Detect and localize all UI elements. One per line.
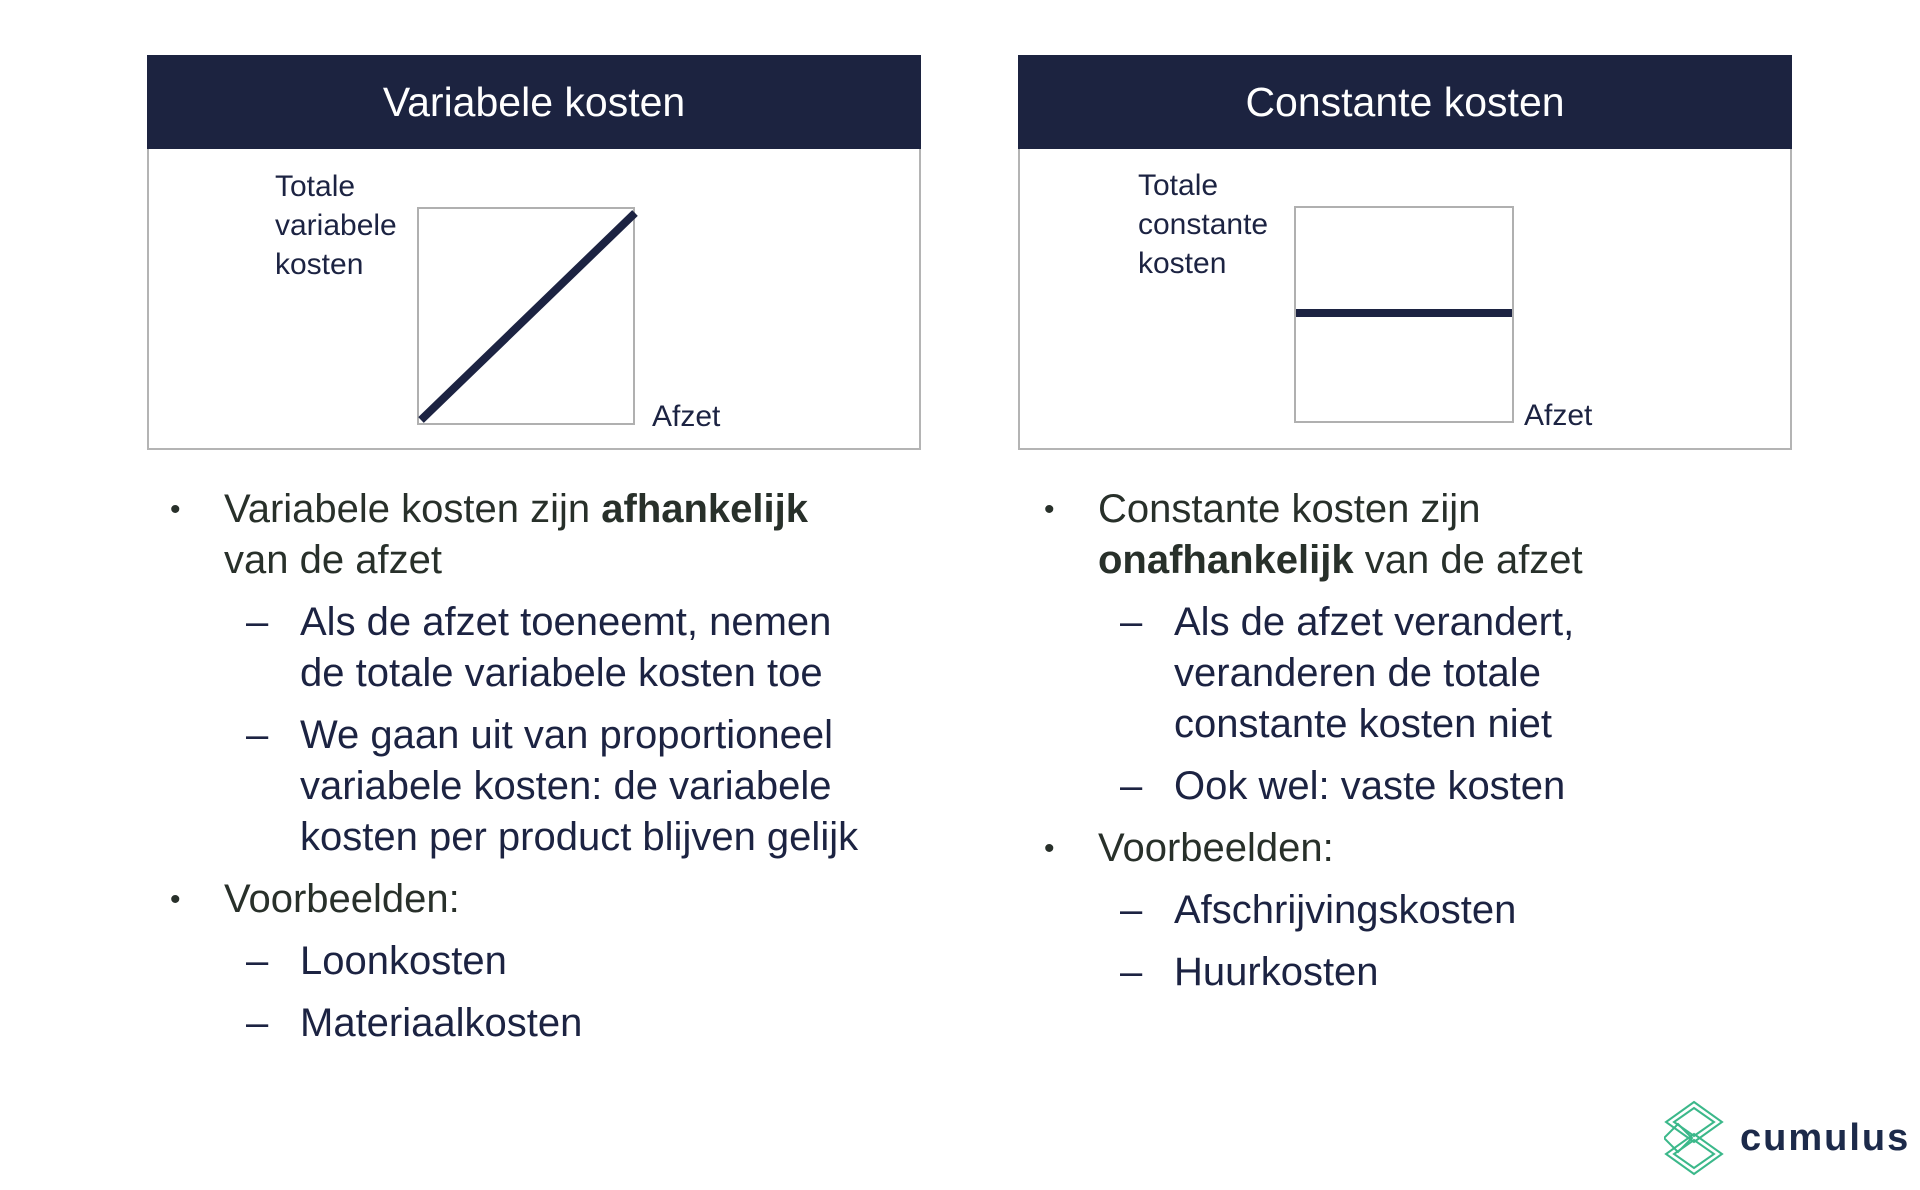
sub-bullet-item: – We gaan uit van proportioneel variabele kosten: de variabele kosten per product blijven gelijk	[148, 710, 900, 863]
constant-costs-bullets	[1022, 484, 1762, 1009]
bullet-icon: •	[170, 883, 181, 916]
sub-bullet-item: – Als de afzet toeneemt, nemen de totale variabele kosten toe	[148, 597, 870, 699]
y-axis-label: Totale variabele kosten	[275, 170, 397, 281]
constant-costs-panel	[1018, 55, 1792, 450]
panel-title: Constante kosten	[1018, 55, 1792, 149]
bullet-item: • Voorbeelden:	[1022, 823, 1762, 874]
dash-icon: –	[1120, 888, 1143, 932]
increasing-line	[419, 209, 633, 423]
bullet-icon: •	[170, 493, 181, 526]
sub-bullet-item: – Afschrijvingskosten	[1022, 885, 1762, 936]
sub-bullet-item: – Loonkosten	[148, 936, 888, 987]
dash-icon: –	[1120, 600, 1143, 644]
logo-text: cumulus	[1740, 1116, 1911, 1159]
chart-box	[417, 207, 635, 425]
x-axis-label: Afzet	[652, 400, 721, 433]
variable-costs-bullets	[148, 484, 888, 1060]
bullet-item: • Constante kosten zijn onafhankelijk van de afzet	[1022, 484, 1762, 586]
sub-bullet-item: – Huurkosten	[1022, 947, 1762, 998]
dash-icon: –	[246, 1001, 269, 1045]
cumulus-logo	[1664, 1100, 1910, 1176]
y-axis-label: Totale constante kosten	[1138, 169, 1269, 280]
variable-costs-panel	[147, 55, 921, 450]
sub-bullet-item: – Materiaalkosten	[148, 998, 888, 1049]
dash-icon: –	[1120, 950, 1143, 994]
sub-bullet-item: – Als de afzet verandert, veranderen de totale constante kosten niet	[1022, 597, 1674, 750]
bullet-icon: •	[1044, 832, 1055, 865]
bullet-item: • Variabele kosten zijn afhankelijk van de afzet	[148, 484, 888, 586]
panel-title: Variabele kosten	[147, 55, 921, 149]
dash-icon: –	[246, 600, 269, 644]
x-axis-label: Afzet	[1524, 399, 1593, 432]
chart-box	[1294, 206, 1514, 423]
bullet-icon: •	[1044, 493, 1055, 526]
cumulus-logo-icon	[1664, 1100, 1726, 1176]
bullet-item: • Voorbeelden:	[148, 874, 888, 925]
dash-icon: –	[1120, 764, 1143, 808]
dash-icon: –	[246, 939, 269, 983]
dash-icon: –	[246, 713, 269, 757]
constant-line	[1296, 309, 1512, 317]
sub-bullet-item: – Ook wel: vaste kosten	[1022, 761, 1762, 812]
